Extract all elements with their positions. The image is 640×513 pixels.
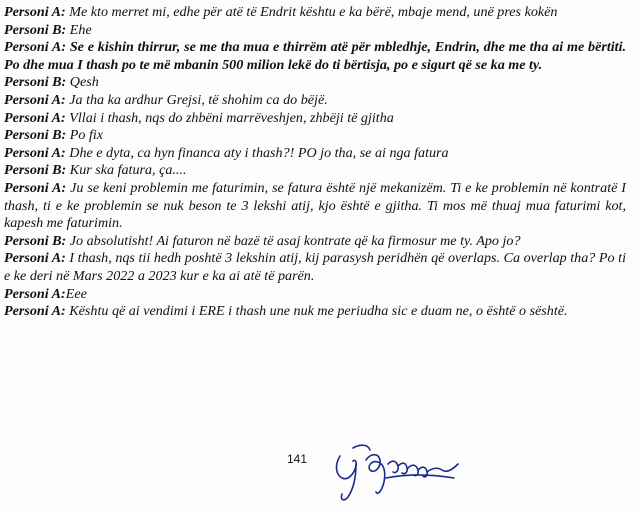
turn-text: Ehe xyxy=(69,21,92,38)
transcript-turn xyxy=(4,39,626,74)
speaker-label: Personi B: xyxy=(4,232,67,249)
speaker-label: Personi A: xyxy=(4,144,66,161)
transcript-turn xyxy=(4,145,626,163)
transcript xyxy=(4,4,626,321)
transcript-turn xyxy=(4,4,626,22)
turn-text: Ja tha ka ardhur Grejsi, të shohim ca do bëjë. xyxy=(69,91,328,108)
turn-text: Kur ska fatura, ça.... xyxy=(69,162,187,179)
speaker-label: Personi B: xyxy=(4,21,67,38)
transcript-turn xyxy=(4,92,626,110)
speaker-label: Personi B: xyxy=(4,74,67,91)
speaker-label: Personi A: xyxy=(4,285,66,302)
turn-text: Me kto merret mi, edhe për atë të Endrit kështu e ka bërë, mbaje mend, unë pres kokën xyxy=(69,4,558,20)
turn-text: Jo absolutisht! Ai faturon në bazë të asaj kontrate që ka firmosur me ty. Apo jo? xyxy=(69,232,521,249)
transcript-turn xyxy=(4,286,626,304)
transcript-turn xyxy=(4,110,626,128)
turn-text: Dhe e dyta, ca hyn financa aty i thash?! PO jo tha, se ai nga fatura xyxy=(69,144,449,161)
transcript-turn xyxy=(4,127,626,145)
turn-text: I thash, nqs tii hedh poshtë 3 lekshin atij, kij parasysh peridhën që overlaps. Ca overlap tha? Po ti e ke deri në Mars 2022 a 2023 kur e ka ai atë të parën. xyxy=(4,250,626,284)
handwritten-signature xyxy=(326,434,476,504)
turn-text: Po fix xyxy=(69,127,104,144)
speaker-label: Personi B: xyxy=(4,162,67,179)
transcript-turn xyxy=(4,180,626,233)
turn-text: Ju se keni problemin me faturimin, se fatura është një mekanizëm. Ti e ke problemin në kontratë I thash, ti e ke problemin se nuk beson te 3 lekshi atij, kjo është e gjitha. Ti mos më thuaj mua faturimi kot, kapesh me faturimin. xyxy=(4,179,626,232)
transcript-turn xyxy=(4,162,626,180)
transcript-turn xyxy=(4,74,626,92)
page-number: 141 xyxy=(287,452,308,466)
speaker-label: Personi A: xyxy=(4,179,67,196)
turn-text: Kështu që ai vendimi i ERE i thash une nuk me periudha sic e duam ne, o është o sështë. xyxy=(69,303,568,320)
speaker-label: Personi A: xyxy=(4,303,66,320)
speaker-label: Personi A: xyxy=(4,4,66,20)
turn-text: Eee xyxy=(65,285,87,302)
speaker-label: Personi A: xyxy=(4,250,66,267)
transcript-turn xyxy=(4,303,626,321)
turn-text: Qesh xyxy=(69,74,99,91)
speaker-label: Personi B: xyxy=(4,127,67,144)
turn-text: Se e kishin thirrur, se me tha mua e thirrëm atë për mbledhje, Endrin, dhe me tha ai me bërtiti. Po dhe mua I thash po te më mbanin 500 milion lekë do ti bërtisja, po e sigurt që se ka me ty. xyxy=(4,39,627,73)
turn-text: Vllai i thash, nqs do zhbëni marrëveshjen, zhbëji të gjitha xyxy=(69,109,394,126)
transcript-turn xyxy=(4,250,626,285)
speaker-label: Personi A: xyxy=(4,39,67,56)
speaker-label: Personi A: xyxy=(4,109,66,126)
transcript-turn xyxy=(4,22,626,40)
transcript-turn xyxy=(4,233,626,251)
speaker-label: Personi A: xyxy=(4,91,66,108)
